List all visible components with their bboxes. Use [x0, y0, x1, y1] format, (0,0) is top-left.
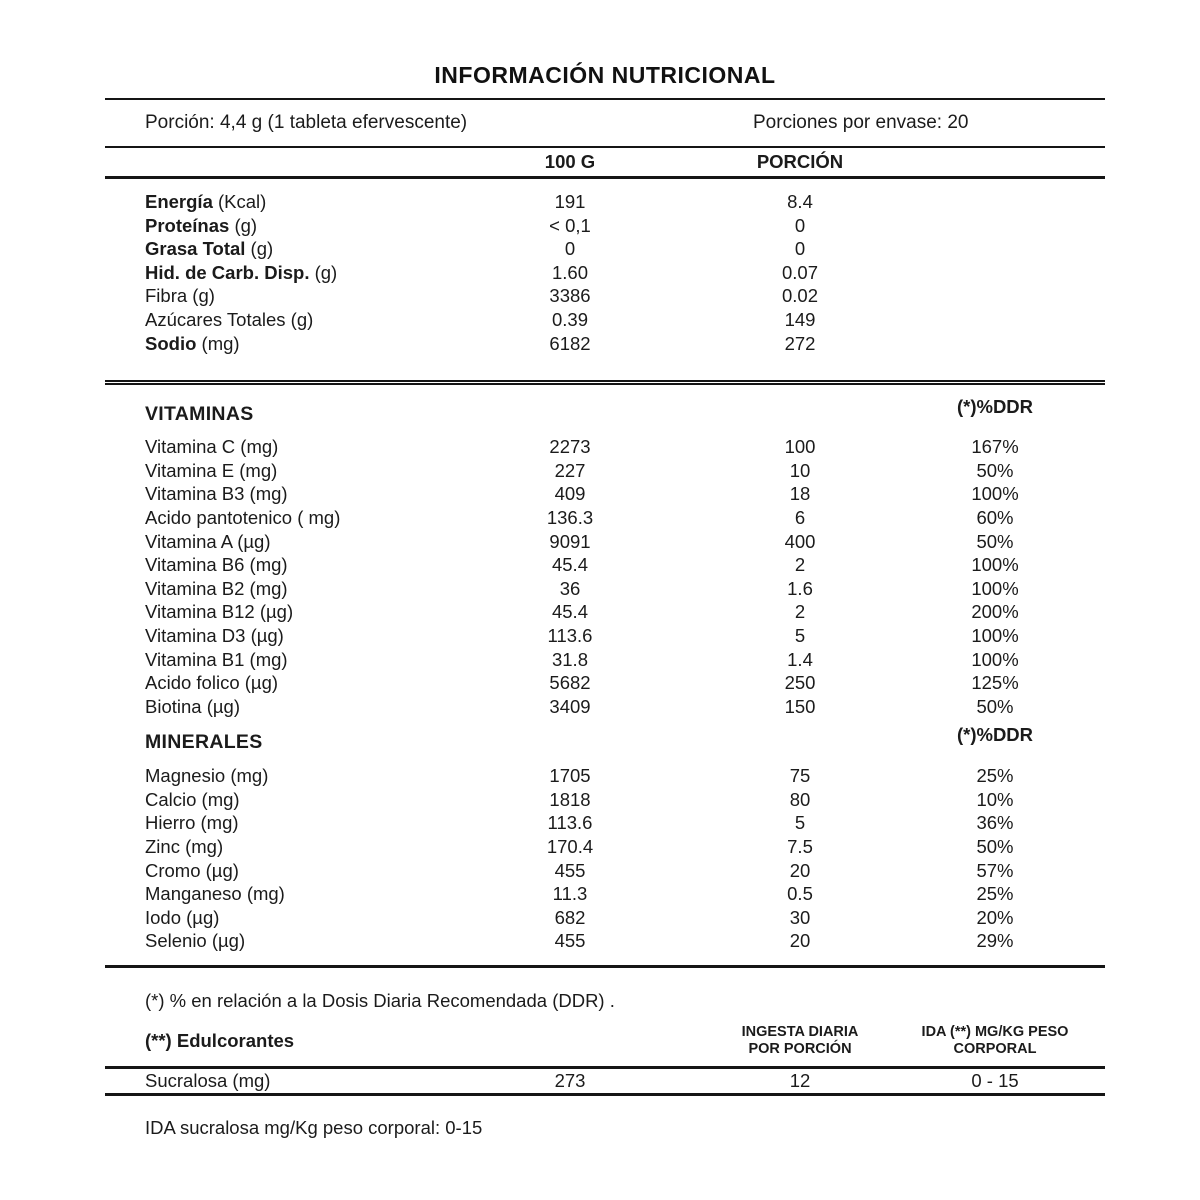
value-per-portion: 7.5	[787, 836, 813, 858]
value-per-100g: 455	[554, 859, 586, 881]
value-per-100g: 45.4	[551, 601, 588, 623]
serving-size-text: Porción: 4,4 g (1 tableta efervescente)	[145, 112, 468, 133]
value-ddr-percent: 100%	[971, 648, 1019, 670]
value-per-portion: 6	[794, 506, 806, 528]
value-per-100g: 136.3	[546, 506, 594, 528]
nutrient-name: Acido pantotenico ( mg)	[145, 506, 341, 528]
nutrient-name: Proteínas	[145, 214, 230, 236]
nutrient-name: Vitamina C (mg)	[145, 436, 279, 458]
value-per-100g: 6182	[549, 332, 591, 354]
value-per-100g: 9091	[549, 530, 591, 552]
table-row	[105, 482, 1105, 506]
table-row	[105, 835, 1105, 859]
value-per-portion: 8.4	[787, 191, 813, 212]
value-per-portion: 75	[789, 765, 811, 787]
nutrient-name: Magnesio (mg)	[145, 765, 269, 787]
nutrient-name: Sodio	[145, 332, 197, 354]
nutrient-name: Hierro (mg)	[145, 812, 239, 834]
value-per-portion: 30	[789, 906, 811, 928]
sweeteners-header-row	[105, 1024, 1105, 1066]
value-ddr-percent: 100%	[971, 554, 1019, 576]
value-per-portion: 2	[794, 601, 806, 623]
value-per-100g: 455	[554, 930, 586, 952]
nutrient-name: Energía	[145, 191, 213, 212]
value-ddr-percent: 36%	[976, 812, 1014, 834]
value-per-100g: 5682	[549, 672, 591, 694]
nutrient-unit: (g)	[245, 238, 274, 260]
value-ddr-percent: 60%	[976, 506, 1014, 528]
ddr-column-header: (*)%DDR	[956, 396, 1034, 418]
value-ddr-percent: 50%	[976, 836, 1014, 858]
nutrient-unit: (mg)	[196, 332, 240, 354]
nutrient-unit: (g)	[229, 214, 258, 236]
column-header-row	[105, 148, 1105, 176]
nutrient-name: Vitamina A (µg)	[145, 530, 271, 552]
section-divider	[105, 380, 1105, 385]
value-ddr-percent: 100%	[971, 624, 1019, 646]
divider	[105, 965, 1105, 968]
table-row	[105, 624, 1105, 648]
value-per-100g: < 0,1	[549, 214, 591, 236]
table-row	[105, 695, 1105, 719]
table-row	[105, 577, 1105, 601]
value-ida-range: 0 - 15	[971, 1070, 1019, 1092]
table-row	[105, 332, 1105, 356]
table-row	[105, 600, 1105, 624]
value-per-100g: 409	[554, 483, 586, 505]
nutrient-name: Azúcares Totales	[145, 308, 286, 330]
value-per-portion: 10	[789, 459, 811, 481]
table-row	[105, 553, 1105, 577]
value-per-100g: 273	[554, 1070, 586, 1092]
value-per-100g: 31.8	[551, 648, 588, 670]
table-row	[105, 435, 1105, 459]
table-row	[105, 671, 1105, 695]
nutrient-name: Biotina (µg)	[145, 695, 240, 717]
value-ddr-percent: 50%	[976, 459, 1014, 481]
table-row	[105, 1069, 1105, 1093]
value-per-portion: 149	[784, 308, 816, 330]
macronutrients-table	[105, 179, 1105, 380]
value-per-100g: 191	[554, 191, 586, 212]
value-per-portion: 400	[784, 530, 816, 552]
value-per-portion: 0.02	[781, 285, 818, 307]
value-per-100g: 3409	[549, 695, 591, 717]
value-per-portion: 272	[784, 332, 816, 354]
value-per-100g: 0.39	[551, 308, 588, 330]
table-row	[105, 214, 1105, 238]
value-per-portion: 2	[794, 554, 806, 576]
value-ddr-percent: 50%	[976, 695, 1014, 717]
vitamins-heading-text: VITAMINAS	[145, 403, 254, 426]
value-per-portion: 80	[789, 788, 811, 810]
nutrient-name: Grasa Total	[145, 238, 246, 260]
sweetener-name: Sucralosa (mg)	[145, 1070, 271, 1092]
table-row	[105, 859, 1105, 883]
value-per-100g: 3386	[549, 285, 591, 307]
value-ddr-percent: 29%	[976, 930, 1014, 952]
value-per-100g: 2273	[549, 436, 591, 458]
nutrient-name: Manganeso (mg)	[145, 883, 285, 905]
value-per-100g: 0	[564, 238, 576, 260]
value-ddr-percent: 25%	[976, 765, 1014, 787]
value-per-portion: 100	[784, 436, 816, 458]
value-ddr-percent: 100%	[971, 577, 1019, 599]
value-per-portion: 0.07	[781, 261, 818, 283]
value-per-portion: 1.4	[787, 648, 813, 670]
table-row	[105, 506, 1105, 530]
nutrient-name: Vitamina B2 (mg)	[145, 577, 288, 599]
servings-per-container-text: Porciones por envase: 20	[753, 112, 969, 133]
divider	[105, 1093, 1105, 1096]
value-per-portion: 5	[794, 624, 806, 646]
nutrient-name: Vitamina B1 (mg)	[145, 648, 288, 670]
value-ddr-percent: 50%	[976, 530, 1014, 552]
minerals-section-heading	[105, 724, 1105, 755]
value-ddr-percent: 57%	[976, 859, 1014, 881]
table-row	[105, 237, 1105, 261]
serving-info-row	[105, 100, 1105, 146]
value-per-100g: 682	[554, 906, 586, 928]
value-per-100g: 11.3	[552, 883, 588, 905]
value-per-portion: 1.6	[787, 577, 813, 599]
nutrient-name: Fibra	[145, 285, 188, 307]
nutrient-name: Vitamina B3 (mg)	[145, 483, 288, 505]
value-per-100g: 1818	[549, 788, 591, 810]
value-per-portion: 20	[789, 930, 811, 952]
table-row	[105, 788, 1105, 812]
table-row	[105, 882, 1105, 906]
value-per-portion: 0	[794, 238, 806, 260]
table-row	[105, 764, 1105, 788]
value-per-100g: 113.6	[547, 812, 593, 834]
table-row	[105, 648, 1105, 672]
ddr-footnote: (*) % en relación a la Dosis Diaria Recomendada (DDR) .	[145, 990, 615, 1012]
value-ddr-percent: 10%	[976, 788, 1014, 810]
value-ddr-percent: 125%	[971, 672, 1019, 694]
value-per-100g: 1705	[549, 765, 591, 787]
vitamins-table	[105, 435, 1105, 718]
column-header-100g: 100 G	[544, 151, 596, 172]
value-per-100g: 45.4	[551, 554, 588, 576]
table-row	[105, 284, 1105, 308]
nutrition-label	[105, 0, 1105, 1139]
nutrient-name: Vitamina B6 (mg)	[145, 554, 288, 576]
sweeteners-heading-text: (**) Edulcorantes	[145, 1030, 295, 1052]
nutrient-name: Iodo (µg)	[145, 906, 220, 928]
value-per-portion: 150	[784, 695, 816, 717]
vitamins-section-heading	[105, 396, 1105, 427]
nutrient-unit: (Kcal)	[212, 191, 267, 212]
ida-column-header: IDA (**) MG/KG PESO CORPORAL	[921, 1024, 1069, 1058]
value-per-portion: 0.5	[787, 883, 813, 905]
minerals-table	[105, 764, 1105, 965]
ida-sucralose-note: IDA sucralosa mg/Kg peso corporal: 0-15	[145, 1116, 483, 1138]
nutrient-name: Vitamina D3 (µg)	[145, 624, 284, 646]
value-per-portion: 20	[789, 859, 811, 881]
table-row	[105, 190, 1105, 214]
value-per-portion: 18	[789, 483, 811, 505]
value-per-100g: 227	[554, 459, 586, 481]
nutrient-name: Zinc (mg)	[145, 836, 224, 858]
value-ddr-percent: 200%	[971, 601, 1019, 623]
nutrient-unit: (g)	[285, 308, 314, 330]
table-row	[105, 811, 1105, 835]
value-per-portion: 5	[794, 812, 806, 834]
nutrient-unit: (g)	[187, 285, 215, 307]
table-row	[105, 261, 1105, 285]
value-ddr-percent: 167%	[971, 436, 1019, 458]
value-ddr-percent: 100%	[971, 483, 1019, 505]
value-ddr-percent: 20%	[976, 906, 1014, 928]
table-row	[105, 906, 1105, 930]
value-per-portion: 250	[784, 672, 816, 694]
value-ddr-percent: 25%	[976, 883, 1014, 905]
value-per-100g: 36	[559, 577, 581, 599]
value-per-portion: 0	[794, 214, 806, 236]
daily-intake-column-header: INGESTA DIARIA POR PORCIÓN	[741, 1024, 859, 1058]
nutrient-name: Cromo (µg)	[145, 859, 239, 881]
nutrient-name: Selenio (µg)	[145, 930, 246, 952]
value-per-100g: 113.6	[547, 624, 593, 646]
table-row	[105, 929, 1105, 953]
nutrient-name: Hid. de Carb. Disp.	[145, 261, 310, 283]
value-per-100g: 170.4	[546, 836, 594, 858]
column-header-porcion: PORCIÓN	[756, 151, 844, 172]
minerals-heading-text: MINERALES	[145, 731, 263, 754]
nutrient-unit: (g)	[309, 261, 338, 283]
table-row	[105, 308, 1105, 332]
table-row	[105, 530, 1105, 554]
nutrient-name: Vitamina B12 (µg)	[145, 601, 294, 623]
sweeteners-table	[105, 1069, 1105, 1093]
page-title: INFORMACIÓN NUTRICIONAL	[434, 62, 776, 88]
value-per-100g: 1.60	[551, 261, 588, 283]
value-daily-intake: 12	[789, 1070, 811, 1092]
nutrient-name: Acido folico (µg)	[145, 672, 279, 694]
table-row	[105, 459, 1105, 483]
nutrient-name: Vitamina E (mg)	[145, 459, 278, 481]
nutrient-name: Calcio (mg)	[145, 788, 240, 810]
ddr-column-header: (*)%DDR	[956, 724, 1034, 746]
